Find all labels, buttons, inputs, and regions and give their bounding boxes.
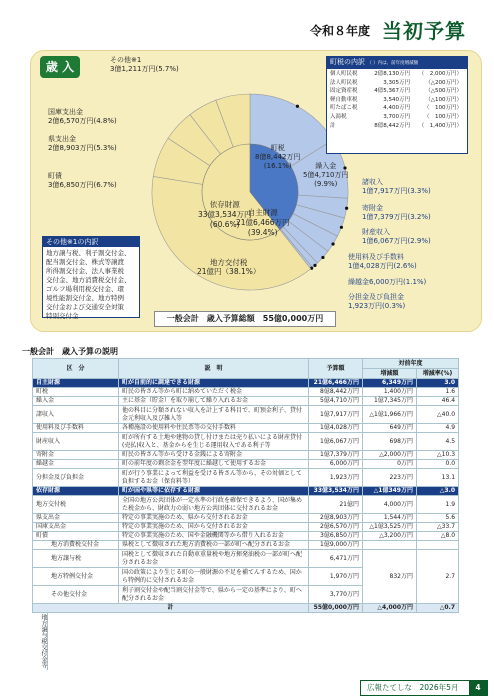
choze-name: 町たばこ税	[330, 105, 358, 112]
row-zougengaku: 4,000万円	[363, 496, 417, 514]
slice-label-kuriirekin	[303, 162, 349, 189]
footer-text: 広報たてしな 2026年5月	[367, 683, 459, 692]
slice-amount: 1億7,917万円(3.3%)	[362, 187, 431, 195]
slice-label-shiyoryo	[348, 253, 417, 271]
sub-kubun-name: 地方譲与税	[51, 554, 82, 562]
row-zougenritsu: 46.4	[417, 397, 459, 406]
slice-name: 財産収入	[362, 228, 390, 236]
col-yosangaku: 予算額	[309, 359, 363, 379]
row-yosangaku: 3億6,850万円	[309, 532, 363, 541]
row-kubun: 分担金及び負担金	[33, 469, 119, 487]
slice-label-choze	[255, 144, 301, 171]
choze-breakdown-rows	[327, 69, 467, 131]
slice-label-sonota	[110, 56, 179, 74]
row-zougengaku: △1億1,966万円	[363, 406, 417, 424]
row-setsumei: 特定の事業実施のため、県から交付されるお金	[119, 514, 309, 523]
slice-percent: (9.9%)	[314, 180, 338, 188]
table-total-row	[33, 604, 459, 613]
slice-name: 諸収入	[362, 178, 383, 186]
row-zougengaku: 1,400万円	[363, 388, 417, 397]
slice-label-kenshishutsu	[48, 135, 117, 153]
choze-amount: 3,540万円	[383, 96, 410, 103]
row-zougengaku: △2,000万円	[363, 451, 417, 460]
choze-breakdown-header	[327, 57, 467, 69]
slice-amount: 6,000万円(1.1%)	[369, 278, 427, 286]
slice-name: 県支出金	[48, 135, 76, 143]
row-zougenritsu: △10.3	[417, 451, 459, 460]
slice-marker	[345, 207, 348, 210]
page-number: 4	[469, 680, 487, 696]
sub-kubun-wrap	[33, 541, 118, 549]
sonota-breakdown-line: 地方譲与税、利子割交付金、	[46, 249, 131, 257]
group-label-izon	[198, 200, 252, 230]
row-kubun	[33, 568, 119, 586]
choze-name: 法人町民税	[330, 79, 358, 86]
table-row	[33, 424, 459, 433]
table-row	[33, 433, 459, 451]
row-setsumei: 町が行う事業によって利益を受ける皆さん等から、その対価として負担するお金（保育料等）	[119, 469, 309, 487]
table-sub-row	[33, 541, 459, 550]
row-kubun	[33, 586, 119, 604]
slice-name: 地方交付税	[209, 258, 248, 267]
sonota-breakdown-line: 配当割交付金、株式等譲渡	[46, 258, 124, 266]
row-yosangaku: 1億7,917万円	[309, 406, 363, 424]
row-setsumei: 町民の皆さん等から受ける金銭による寄附金	[119, 451, 309, 460]
sonota-breakdown-line: 交付金および交通安全対策	[46, 303, 124, 311]
slice-label-shoshunyu	[362, 178, 431, 196]
slice-marker	[321, 256, 324, 259]
slice-amount: 3億6,850万円(6.7%)	[48, 181, 117, 189]
table-category-row	[33, 487, 459, 496]
group-amount: 21億6,466万円	[236, 218, 290, 227]
row-setsumei: 国の政策により生じる町の一般財源の不足を補てんするため、国から特例的に交付されるお金	[119, 568, 309, 586]
col-kubun: 区 分	[33, 359, 119, 379]
col-zougengaku: 増減額	[363, 369, 417, 379]
choze-breakdown-row	[330, 96, 464, 105]
row-zougengaku: 0万円	[363, 460, 417, 469]
sub-kubun-wrap	[33, 591, 118, 599]
row-zougengaku: 698万円	[363, 433, 417, 451]
choze-diff: （△200万円）	[425, 79, 462, 86]
row-setsumei: 利子割交付金や配当割交付金等で、県から一定の基準により、町へ配分されるお金	[119, 586, 309, 604]
row-kubun: 県支出金	[33, 514, 119, 523]
section-title: 一般会計 歳入予算の説明	[22, 347, 118, 356]
row-yosangaku: 5億4,710万円	[309, 397, 363, 406]
slice-amount: 5億4,710万円	[303, 171, 349, 179]
table-row	[33, 523, 459, 532]
slice-label-zaisan	[362, 228, 431, 246]
sonota-breakdown-line: 特別交付金	[46, 312, 79, 320]
row-setsumei: 主に基金（貯金）を取り崩して繰り入れるお金	[119, 397, 309, 406]
slice-amount: 8億8,442万円	[255, 153, 301, 161]
slice-label-kifukin	[362, 204, 431, 222]
row-setsumei: 各種施設の使用料や住民票等の交付手数料	[119, 424, 309, 433]
choze-amount: 4億5,367万円	[374, 88, 410, 95]
sonota-breakdown-line: 境性能割交付金、地方特例	[46, 294, 124, 302]
sonota-breakdown-body	[43, 247, 139, 323]
row-yosangaku: 6,471万円	[309, 550, 363, 568]
slice-amount: 2億8,903万円(5.3%)	[48, 144, 117, 152]
row-setsumei: 町民の皆さん等から町に納めていただく税金	[119, 388, 309, 397]
table-row	[33, 496, 459, 514]
slice-name: 分担金及び負担金	[348, 293, 404, 301]
slice-name: 寄附金	[362, 204, 383, 212]
slice-name: その他※1	[110, 56, 142, 64]
choze-breakdown-row	[330, 70, 464, 79]
row-zougenritsu: 13.1	[417, 469, 459, 487]
slice-name: 町税	[270, 144, 285, 152]
row-zougengaku: 223万円	[363, 469, 417, 487]
row-setsumei: 県税として徴収された地方消費税の一部が町へ配分されるお金	[119, 541, 309, 550]
row-zougenritsu: 4.9	[417, 424, 459, 433]
row-zougengaku: 1,544万円	[363, 514, 417, 523]
row-setsumei: 他の科目に分類されない収入を計上する科目で、町預金利子、貸付金元利収入及び雑入等	[119, 406, 309, 424]
row-setsumei: 全国の地方公共団体が一定水準の行政を確保できるよう、国が集めた税金から、財政力の弱い地方公共団体に交付されるお金	[119, 496, 309, 514]
choze-breakdown-title: 町税の内訳	[330, 58, 365, 66]
row-kubun: 繰越金	[33, 460, 119, 469]
row-yosangaku: 6,000万円	[309, 460, 363, 469]
revenue-badge: 歳 入	[40, 56, 80, 78]
slice-marker	[296, 105, 299, 108]
slice-percent: (16.1%)	[263, 162, 292, 170]
slice-label-chosai	[48, 172, 117, 190]
slice-amount: 21億円（38.1%）	[197, 267, 261, 276]
row-zougenritsu: 3.0	[417, 379, 459, 388]
row-yosangaku: 2億6,570万円	[309, 523, 363, 532]
sonota-breakdown-line: 所得割交付金、法人事業税	[46, 267, 124, 275]
choze-diff: （△100万円）	[425, 96, 462, 103]
row-kubun: 諸収入	[33, 406, 119, 424]
row-zougengaku: 832万円	[363, 550, 417, 604]
row-yosangaku: 21億6,466万円	[309, 379, 363, 388]
row-setsumei: 特定の事業実施のため、国から交付されるお金	[119, 523, 309, 532]
row-kubun: 町債	[33, 532, 119, 541]
row-kubun: 財産収入	[33, 433, 119, 451]
row-zougenritsu: 0.0	[417, 460, 459, 469]
slice-name: 国庫支出金	[48, 108, 83, 116]
sonota-breakdown-box	[42, 236, 140, 318]
sub-group-label: 地方譲与税交付金等	[34, 612, 48, 670]
sub-kubun-name: その他交付金	[51, 590, 88, 598]
choze-diff: （△500万円）	[425, 88, 462, 95]
col-setsumei: 説 明	[119, 359, 309, 379]
row-yosangaku: 1億4,028万円	[309, 424, 363, 433]
sub-kubun-wrap	[33, 555, 118, 563]
choze-name: 計	[330, 122, 336, 129]
row-zougengaku: 1億7,345万円	[363, 397, 417, 406]
table-row	[33, 406, 459, 424]
row-setsumei: 国税として徴収された自動車重量税や地方揮発油税の一部が町へ配分されるお金	[119, 550, 309, 568]
slice-marker	[313, 264, 316, 267]
row-zougenritsu: 2.7	[417, 550, 459, 604]
row-zougenritsu: △3.0	[417, 487, 459, 496]
row-zougengaku	[363, 541, 417, 550]
row-kubun: 自主財源	[33, 379, 119, 388]
col-taizennendo: 対前年度	[363, 359, 459, 369]
row-yosangaku: 8億8,442万円	[309, 388, 363, 397]
sub-kubun-name: 地方特例交付金	[51, 572, 94, 580]
choze-breakdown-note: （ ）内は、前年度増減額	[367, 61, 419, 66]
slice-label-buntankin	[348, 293, 405, 311]
choze-breakdown-row	[330, 87, 464, 96]
row-yosangaku: 1億6,067万円	[309, 433, 363, 451]
group-name: 自主財源	[247, 208, 278, 217]
choze-diff: （ 1,400万円）	[418, 122, 462, 129]
row-yosangaku: 2億8,903万円	[309, 514, 363, 523]
row-yosangaku: 3,770万円	[309, 586, 363, 604]
slice-amount: 2億6,570万円(4.8%)	[48, 117, 117, 125]
choze-diff: （ 100万円）	[424, 105, 462, 112]
slice-label-kurikoshi	[348, 278, 426, 287]
sub-kubun-name: 地方消費税交付金	[51, 541, 100, 549]
table-row	[33, 460, 459, 469]
choze-diff: （ 100万円）	[424, 113, 462, 120]
row-zougengaku: △3,200万円	[363, 532, 417, 541]
choze-breakdown-row	[330, 104, 464, 113]
row-kubun: 繰入金	[33, 397, 119, 406]
table-category-row	[33, 379, 459, 388]
row-kubun: 依存財源	[33, 487, 119, 496]
choze-name: 軽自動車税	[330, 96, 358, 103]
row-zougenritsu: △8.0	[417, 532, 459, 541]
sonota-breakdown-line: ゴルフ場利用税交付金、環	[46, 285, 124, 293]
row-yosangaku: 33億3,534万円	[309, 487, 363, 496]
slice-amount: 1億6,067万円(2.9%)	[362, 237, 431, 245]
revenue-explanation-table	[32, 358, 459, 613]
row-zougenritsu	[417, 541, 459, 550]
choze-breakdown-row	[330, 113, 464, 122]
row-yosangaku: 1,970万円	[309, 568, 363, 586]
row-kubun: 計	[33, 604, 309, 613]
row-zougengaku: △1億349万円	[363, 487, 417, 496]
choze-amount: 3,700万円	[383, 113, 410, 120]
choze-breakdown-box	[326, 56, 468, 154]
row-zougenritsu: △0.7	[417, 604, 459, 613]
row-zougengaku: 6,349万円	[363, 379, 417, 388]
row-setsumei: 町の前年度の剰余金を翌年度に繰越して使用するお金	[119, 460, 309, 469]
slice-label-kofuzei	[197, 258, 260, 276]
row-zougenritsu: △40.0	[417, 406, 459, 424]
choze-name: 固定資産税	[330, 88, 358, 95]
choze-name: 入湯税	[330, 113, 347, 120]
row-kubun: 寄附金	[33, 451, 119, 460]
slice-marker	[340, 226, 343, 229]
group-percent: (60.6%)	[209, 220, 240, 229]
choze-amount: 8億8,442万円	[374, 122, 410, 129]
table-row	[33, 469, 459, 487]
row-kubun: 地方交付税	[33, 496, 119, 514]
row-zougengaku: 649万円	[363, 424, 417, 433]
row-setsumei: 町が自前的に調達できる財源	[119, 379, 309, 388]
row-setsumei: 町が国や県等に依存する財源	[119, 487, 309, 496]
table-row	[33, 514, 459, 523]
page-footer	[360, 680, 488, 696]
row-kubun	[33, 541, 119, 550]
row-kubun: 国庫支出金	[33, 523, 119, 532]
row-zougenritsu: 1.6	[417, 388, 459, 397]
row-zougenritsu: 4.5	[417, 433, 459, 451]
page-title: 当初予算	[382, 19, 466, 43]
sonota-breakdown-line: 交付金、地方消費税交付金、	[46, 276, 131, 284]
group-name: 依存財源	[209, 200, 240, 209]
table-row	[33, 451, 459, 460]
group-amount: 33億3,534万円	[198, 210, 252, 219]
row-zougenritsu: 5.6	[417, 514, 459, 523]
row-yosangaku: 1億7,379万円	[309, 451, 363, 460]
slice-name: 使用料及び手数料	[348, 253, 404, 261]
row-zougenritsu: △33.7	[417, 523, 459, 532]
slice-amount: 1億4,028万円(2.6%)	[348, 262, 417, 270]
row-zougengaku: △1億3,525万円	[363, 523, 417, 532]
row-setsumei: 特定の事業実施のため、国や金融機関等から借り入れるお金	[119, 532, 309, 541]
row-yosangaku: 21億円	[309, 496, 363, 514]
slice-amount: 3億1,211万円(5.7%)	[110, 65, 179, 73]
row-zougengaku: △4,000万円	[363, 604, 417, 613]
row-kubun: 町税	[33, 388, 119, 397]
slice-name: 繰入金	[315, 162, 337, 170]
choze-amount: 4,400万円	[383, 105, 410, 112]
sub-kubun-wrap	[33, 573, 118, 581]
row-zougenritsu: 1.9	[417, 496, 459, 514]
group-percent: (39.4%)	[247, 228, 278, 237]
table-sub-row	[33, 550, 459, 568]
slice-label-kokko	[48, 108, 117, 126]
row-yosangaku: 1億9,000万円	[309, 541, 363, 550]
sonota-breakdown-title: その他※1の内訳	[43, 237, 139, 247]
choze-name: 個人町民税	[330, 71, 358, 77]
col-zougenritsu: 増減率(%)	[417, 369, 459, 379]
row-yosangaku: 55億0,000万円	[309, 604, 363, 613]
choze-diff: （ 2,000万円）	[418, 71, 462, 77]
row-setsumei: 町が所有する土地や建物の貸し付けまたは売り払いによる財産貸付(売払)収入と、基金からを生じる運用収入である利子等	[119, 433, 309, 451]
table-row	[33, 388, 459, 397]
table-row	[33, 532, 459, 541]
row-yosangaku: 1,923万円	[309, 469, 363, 487]
slice-marker	[331, 242, 334, 245]
choze-breakdown-row	[330, 122, 464, 131]
table-row	[33, 397, 459, 406]
choze-amount: 2億8,130万円	[374, 71, 410, 77]
row-kubun	[33, 550, 119, 568]
revenue-total: 一般会計 歳入予算総額 55億0,000万円	[154, 311, 336, 327]
fiscal-year: 令和８年度	[310, 24, 371, 38]
slice-name: 町債	[48, 172, 62, 180]
choze-amount: 3,305万円	[383, 79, 410, 86]
row-kubun: 使用料及び手数料	[33, 424, 119, 433]
choze-breakdown-row	[330, 79, 464, 88]
slice-amount: 1億7,379万円(3.2%)	[362, 213, 431, 221]
slice-name: 繰越金	[348, 278, 369, 286]
slice-amount: 1,923万円(0.3%)	[348, 302, 406, 310]
